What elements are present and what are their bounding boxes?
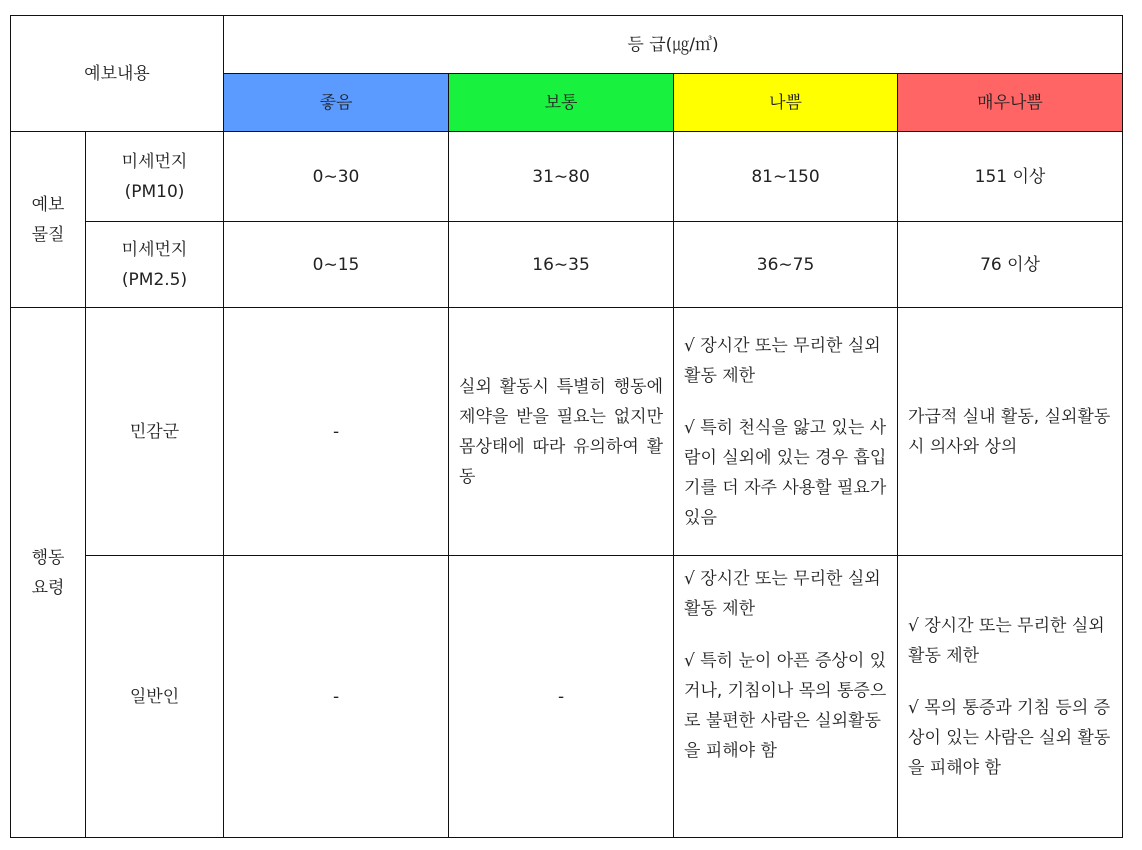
grade-bad: 나쁨 [674,74,898,132]
forecast-content-header: 예보내용 [11,16,224,132]
air-quality-table [10,15,1123,838]
pm10-bad-range: 81∼150 [674,132,898,222]
substance-name: 미세먼지 [121,151,188,172]
substance-code: (PM10) [124,181,185,202]
sensitive-normal-guide: 실외 활동시 특별히 행동에 제약을 받을 필요는 없지만 몸상태에 따라 유의하여 활동 [449,308,674,556]
general-normal-guide: - [449,556,674,838]
guide-item: √ 특히 눈이 아픈 증상이 있거나, 기침이나 목의 통증으로 불편한 사람은 실외활동을 피해야 함 [684,651,887,761]
guide-item: √ 장시간 또는 무리한 실외활동 제한 [908,615,1105,666]
substance-pm10 [86,132,224,222]
group-label-line: 요령 [31,577,65,598]
action-guide-group [11,308,86,838]
pm10-good-range: 0∼30 [224,132,449,222]
general-good-guide: - [224,556,449,838]
guide-item: √ 특히 천식을 앓고 있는 사람이 실외에 있는 경우 흡입기를 더 자주 사용할 필요가 있음 [684,417,887,528]
general-very-bad-guide [898,556,1123,838]
forecast-substance-group [11,132,86,308]
general-bad-guide [674,556,898,838]
sensitive-very-bad-guide: 가급적 실내 활동, 실외활동시 의사와 상의 [898,308,1123,556]
substance-name: 미세먼지 [121,239,188,260]
pm10-very-bad-range: 151 이상 [898,132,1123,222]
group-label-line: 예보 [31,194,65,215]
grade-header: 등 급(㎍/㎥) [224,16,1123,74]
guide-item: √ 목의 통증과 기침 등의 증상이 있는 사람은 실외 활동을 피해야 함 [908,697,1111,778]
guide-item: √ 장시간 또는 무리한 실외활동 제한 [684,569,881,619]
sensitive-bad-guide [674,308,898,556]
pm25-good-range: 0∼15 [224,222,449,308]
pm10-normal-range: 31∼80 [449,132,674,222]
pm25-normal-range: 16∼35 [449,222,674,308]
general-group-label: 일반인 [86,556,224,838]
grade-very-bad: 매우나쁨 [898,74,1123,132]
grade-normal: 보통 [449,74,674,132]
grade-good: 좋음 [224,74,449,132]
pm25-bad-range: 36∼75 [674,222,898,308]
pm25-very-bad-range: 76 이상 [898,222,1123,308]
sensitive-group-label: 민감군 [86,308,224,556]
guide-item: √ 장시간 또는 무리한 실외활동 제한 [684,335,881,386]
substance-code: (PM2.5) [121,269,188,290]
substance-pm25 [86,222,224,308]
sensitive-good-guide: - [224,308,449,556]
group-label-line: 물질 [31,224,65,245]
group-label-line: 행동 [31,547,65,568]
